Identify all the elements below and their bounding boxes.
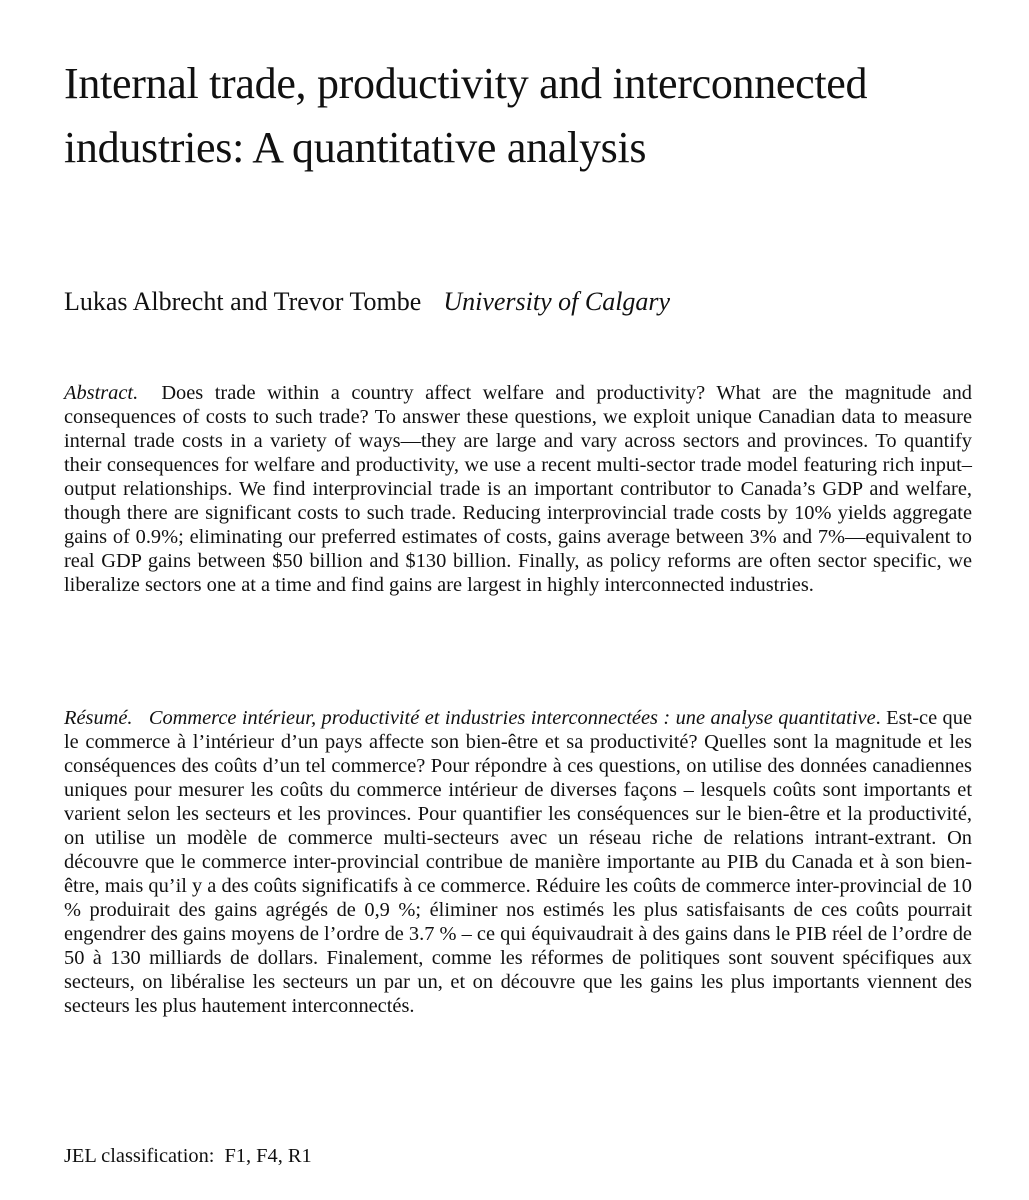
abstract-french: Résumé. Commerce intérieur, productivité et industries interconnectées : une analyse quantitative. Est-ce que le commerce à l’intérieur d’un pays affecte son bien-être et sa productivité? Quelles sont la magnitude et les conséquences des coûts d’un tel commerce? Pour répondre à ces questions, on utilise des données canadiennes uniques pour mesurer les coûts du commerce intérieur de diverses façons – lesquels coûts sont importants et varient selon les secteurs et les provinces. Pour quantifier les conséquences sur le bien-être et la productivité, on utilise un modèle de commerce multi-secteurs avec un réseau riche de relations intrant-extrant. On découvre que le commerce inter-provincial contribue de manière importante au PIB du Canada et à son bien-être, mais qu’il y a des coûts significatifs à ce commerce. Réduire les coûts de commerce inter-provincial de 10 % produirait des gains agrégés de 0,9 %; éliminer nos estimés les plus satisfaisants de ces coûts pourrait engendrer des gains moyens de l’ordre de 3.7 % – ce qui équivaudrait à des gains dans le PIB réel de l’ordre de 50 à 130 milliards de dollars. Finalement, comme les réformes de politiques sont souvent spécifiques aux secteurs, on libéralise les secteurs un par un, et on découvre que les gains les plus importants viennent des secteurs les plus hautement interconnectés.: [64, 707, 973, 1017]
paper-title: Internal trade, productivity and interconnected industries: A quantitative analysis: [64, 59, 868, 172]
abstract-label: Abstract.: [64, 382, 139, 404]
resume-text: Est-ce que le commerce à l’intérieur d’un pays affecte son bien-être et sa productivité? Quelles sont la magnitude et les conséquences des coûts d’un tel commerce? Pour répondre à ces questions, on utilise des données canadiennes uniques pour mesurer les coûts du commerce intérieur de diverses façons – lesquels coûts sont importants et varient selon les secteurs et les provinces. Pour quantifier les conséquences sur le bien-être et la productivité, on utilise un modèle de commerce multi-secteurs avec un réseau riche de relations intrant-extrant. On découvre que le commerce inter-provincial contribue de manière importante au PIB du Canada et à son bien-être, mais qu’il y a des coûts significatifs à ce commerce. Réduire les coûts de commerce inter-provincial de 10 % produirait des gains agrégés de 0,9 %; éliminer nos estimés les plus satisfaisants de ces coûts pourrait engendrer des gains moyens de l’ordre de 3.7 % – ce qui équivaudrait à des gains dans le PIB réel de l’ordre de 50 à 130 milliards de dollars. Finalement, comme les réformes de politiques sont souvent spécifiques aux secteurs, on libéralise les secteurs un par un, et on découvre que les gains les plus importants viennent des secteurs les plus hautement interconnectés.: [64, 707, 973, 1017]
jel-codes: F1, F4, R1: [224, 1145, 312, 1167]
abstract-text: Does trade within a country affect welfare and productivity? What are the magnitude and consequences of costs to such trade? To answer these questions, we exploit unique Canadian data to measure internal trade costs in a variety of ways—they are large and vary across sectors and provinces. To quantify their consequences for welfare and productivity, we use a recent multi-sector trade model featuring rich input–output relationships. We find interprovincial trade is an important contributor to Canada’s GDP and welfare, though there are significant costs to such trade. Reducing interprovincial trade costs by 10% yields aggregate gains of 0.9%; eliminating our preferred estimates of costs, gains average between 3% and 7%—equivalent to real GDP gains between $50 billion and $130 billion. Finally, as policy reforms are often sector specific, we liberalize sectors one at a time and find gains are largest in highly interconnected industries.: [64, 382, 972, 596]
abstract-english: [64, 381, 972, 597]
resume-title: Commerce intérieur, productivité et industries interconnectées : une analyse quantitative: [148, 707, 876, 729]
resume-label: Résumé.: [64, 707, 133, 729]
author-line: [64, 284, 670, 320]
jel-label: JEL classification:: [64, 1145, 215, 1167]
author-affiliation: University of Calgary: [443, 287, 671, 316]
jel-classification: [64, 1143, 312, 1169]
author-names: Lukas Albrecht and Trevor Tombe: [64, 287, 422, 316]
